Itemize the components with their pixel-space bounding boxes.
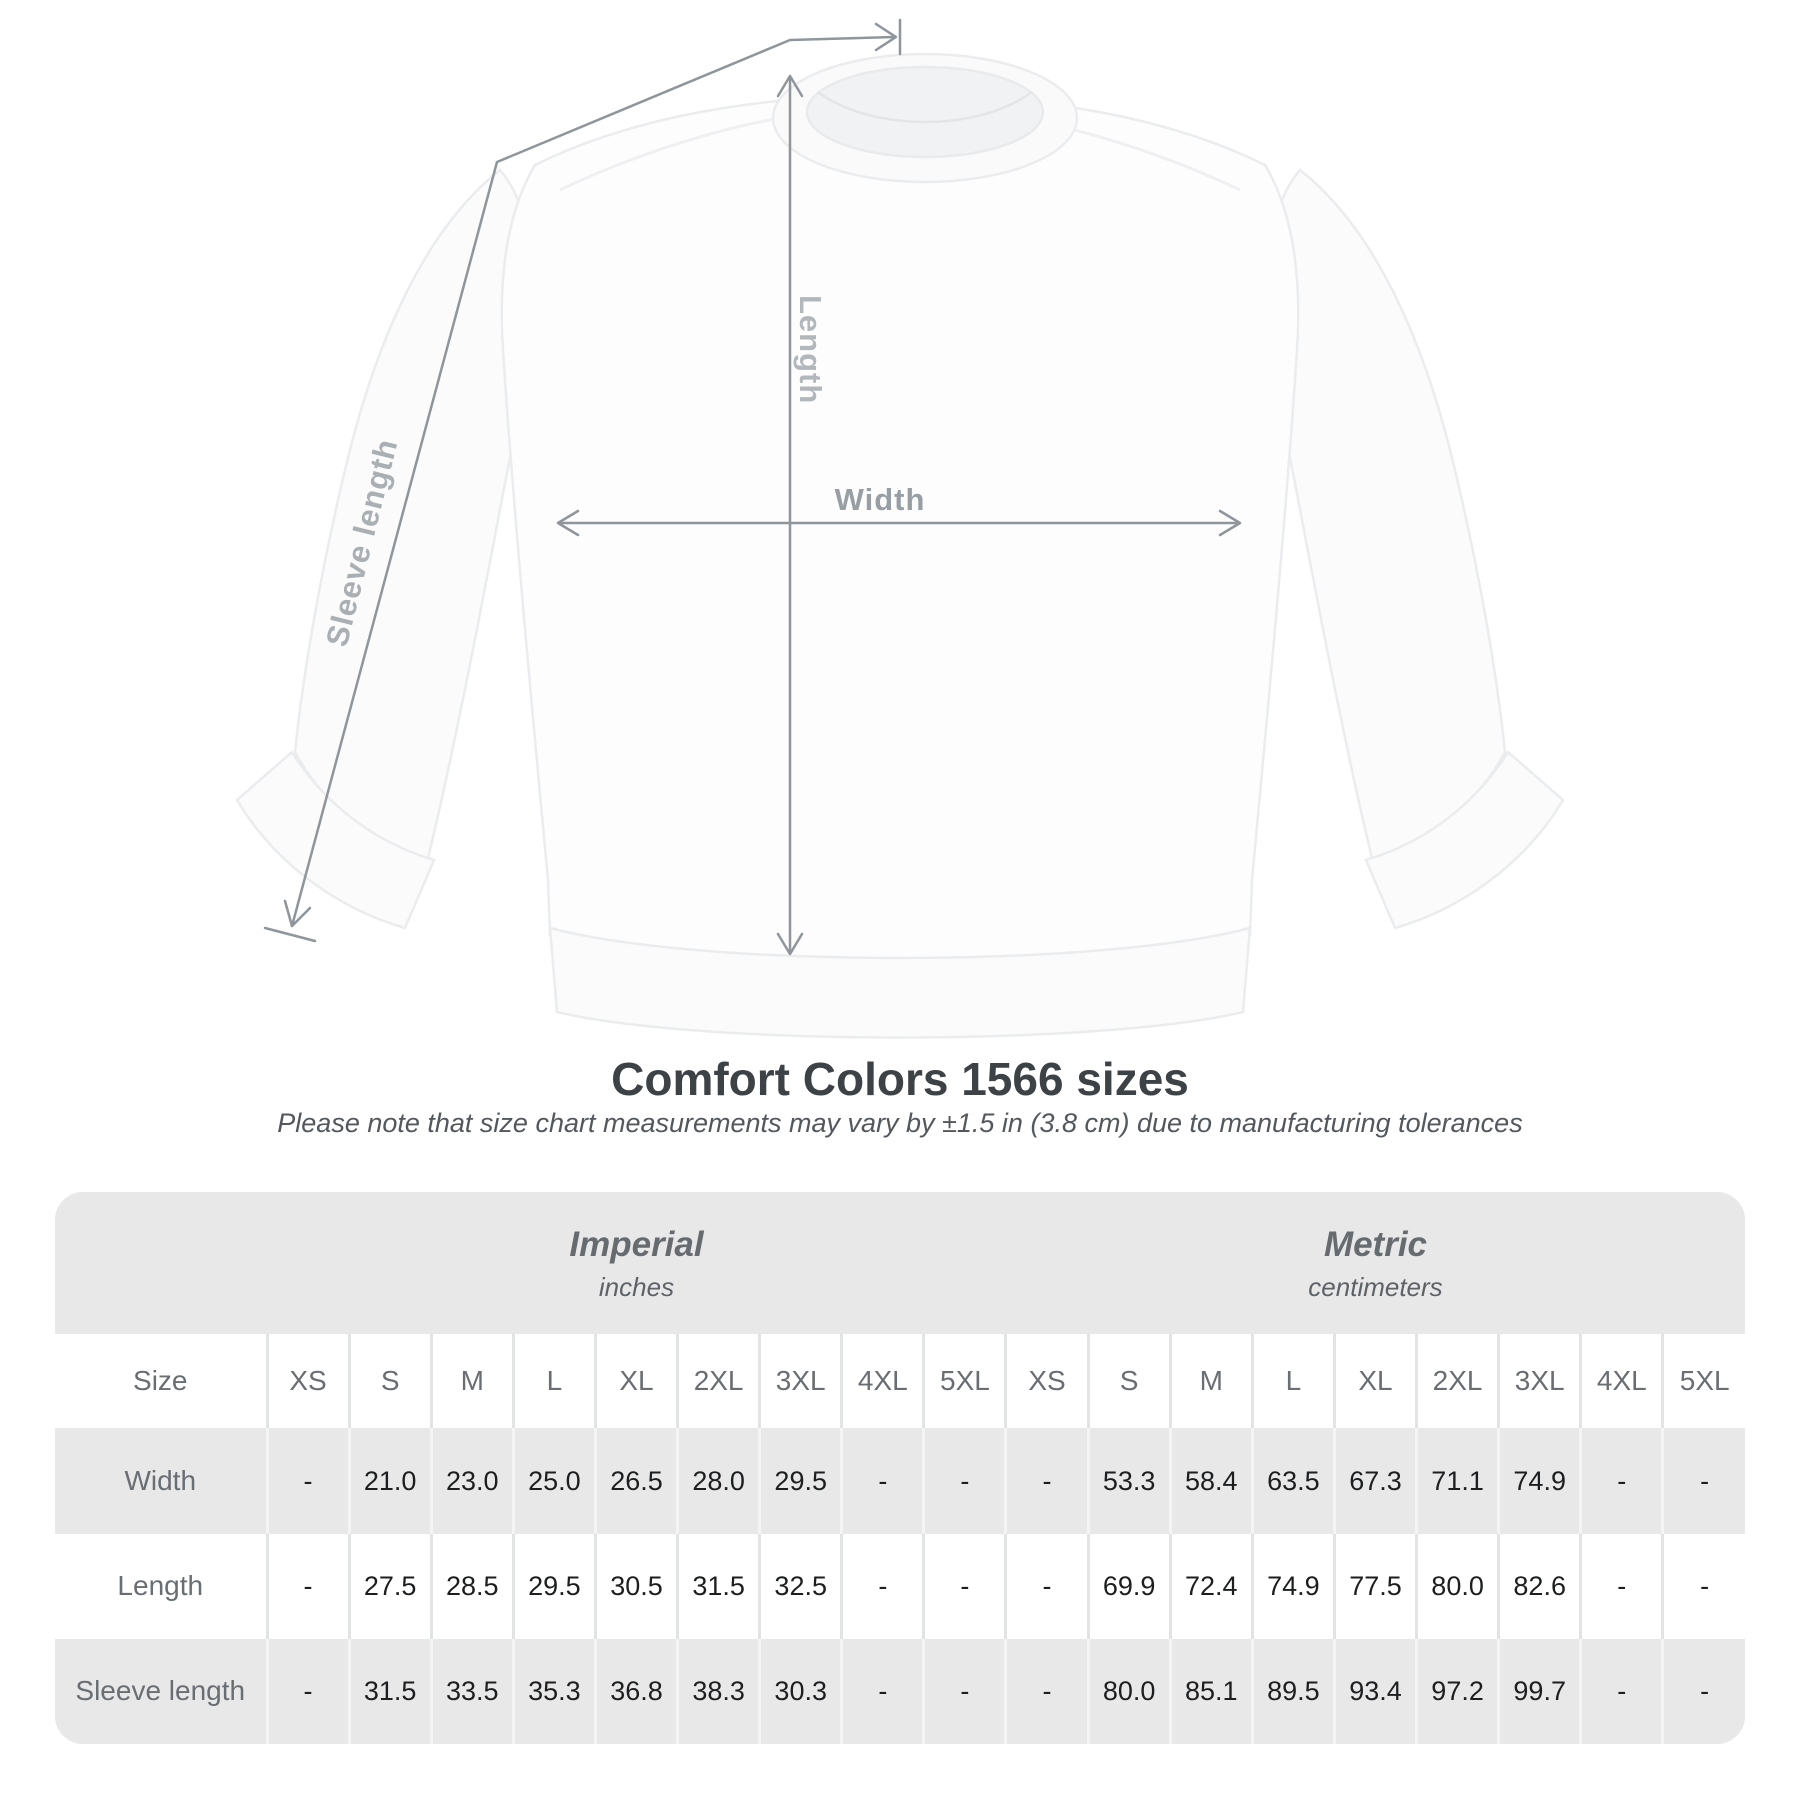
value-cell: 74.9	[1252, 1534, 1334, 1639]
right-sleeve	[1264, 170, 1505, 858]
row-label: Sleeve length	[75, 1675, 246, 1707]
value-cell: 67.3	[1334, 1428, 1416, 1533]
row-label: Width	[124, 1465, 197, 1496]
size-column-header: Size	[133, 1365, 188, 1397]
value-cell: 28.5	[431, 1534, 513, 1639]
size-cell: 4XL	[1581, 1334, 1663, 1428]
length-label: Length	[793, 295, 828, 405]
value-cell: -	[1663, 1534, 1745, 1639]
value-cell: -	[842, 1428, 924, 1533]
imperial-title: Imperial	[569, 1224, 704, 1264]
value-cell: 93.4	[1334, 1639, 1416, 1744]
value-cell: 97.2	[1417, 1639, 1499, 1744]
value-cell: 69.9	[1088, 1534, 1170, 1639]
imperial-header	[267, 1192, 1006, 1334]
value-cell: 26.5	[595, 1428, 677, 1533]
value-cell: 31.5	[349, 1639, 431, 1744]
collar-opening	[807, 67, 1043, 157]
value-cell: -	[267, 1639, 349, 1744]
measurement-row	[55, 1534, 1745, 1639]
metric-unit: centimeters	[1308, 1271, 1443, 1302]
size-chart-table	[55, 1192, 1745, 1744]
value-cell: 77.5	[1334, 1534, 1416, 1639]
size-cell: 2XL	[678, 1334, 760, 1428]
value-cell: 63.5	[1252, 1428, 1334, 1533]
value-cell: -	[267, 1428, 349, 1533]
value-cell: -	[1006, 1428, 1088, 1533]
value-cell: -	[924, 1428, 1006, 1533]
value-cell: 99.7	[1499, 1639, 1581, 1744]
value-cell: 38.3	[678, 1639, 760, 1744]
size-cell: M	[1170, 1334, 1252, 1428]
value-cell: 85.1	[1170, 1639, 1252, 1744]
value-cell: -	[1663, 1428, 1745, 1533]
size-header-row	[55, 1334, 1745, 1428]
value-cell: 23.0	[431, 1428, 513, 1533]
value-cell: 25.0	[513, 1428, 595, 1533]
size-cell: XL	[1334, 1334, 1416, 1428]
size-cell: 5XL	[1663, 1334, 1745, 1428]
metric-header	[1006, 1192, 1745, 1334]
size-cell: XS	[1006, 1334, 1088, 1428]
value-cell: -	[924, 1639, 1006, 1744]
value-cell: -	[1581, 1534, 1663, 1639]
value-cell: 29.5	[513, 1534, 595, 1639]
unit-group-row	[55, 1192, 1745, 1334]
value-cell: 30.3	[760, 1639, 842, 1744]
size-cell: 4XL	[842, 1334, 924, 1428]
value-cell: -	[1663, 1639, 1745, 1744]
size-cell: L	[1252, 1334, 1334, 1428]
metric-title: Metric	[1323, 1224, 1428, 1264]
value-cell: -	[924, 1534, 1006, 1639]
value-cell: -	[1006, 1534, 1088, 1639]
size-chart-card	[55, 1192, 1745, 1744]
value-cell: -	[267, 1534, 349, 1639]
size-cell: S	[349, 1334, 431, 1428]
size-cell: 3XL	[1499, 1334, 1581, 1428]
size-cell: XS	[267, 1334, 349, 1428]
value-cell: 58.4	[1170, 1428, 1252, 1533]
value-cell: 74.9	[1499, 1428, 1581, 1533]
width-label: Width	[834, 482, 926, 517]
size-cell: XL	[595, 1334, 677, 1428]
value-cell: -	[1581, 1428, 1663, 1533]
measurement-row	[55, 1428, 1745, 1533]
unit-row-spacer	[55, 1192, 267, 1334]
size-cell: 2XL	[1417, 1334, 1499, 1428]
page-title: Comfort Colors 1566 sizes	[611, 1053, 1189, 1105]
left-sleeve	[295, 170, 536, 858]
value-cell: 80.0	[1417, 1534, 1499, 1639]
value-cell: 31.5	[678, 1534, 760, 1639]
value-cell: 21.0	[349, 1428, 431, 1533]
value-cell: 33.5	[431, 1639, 513, 1744]
value-cell: 89.5	[1252, 1639, 1334, 1744]
sleeve-length-label: Sleeve length	[319, 434, 405, 650]
value-cell: 29.5	[760, 1428, 842, 1533]
value-cell: 32.5	[760, 1534, 842, 1639]
value-cell: -	[1581, 1639, 1663, 1744]
value-cell: -	[1006, 1639, 1088, 1744]
value-cell: -	[842, 1534, 924, 1639]
imperial-unit: inches	[598, 1271, 675, 1302]
value-cell: 82.6	[1499, 1534, 1581, 1639]
value-cell: 36.8	[595, 1639, 677, 1744]
size-cell: L	[513, 1334, 595, 1428]
value-cell: 27.5	[349, 1534, 431, 1639]
row-label: Length	[117, 1570, 204, 1602]
value-cell: 71.1	[1417, 1428, 1499, 1533]
value-cell: 53.3	[1088, 1428, 1170, 1533]
tolerance-note: Please note that size chart measurements may vary by ±1.5 in (3.8 cm) due to manufacturing tolerances	[277, 1108, 1523, 1138]
sweatshirt-illustration	[237, 54, 1563, 1038]
size-cell: 3XL	[760, 1334, 842, 1428]
value-cell: 80.0	[1088, 1639, 1170, 1744]
value-cell: 72.4	[1170, 1534, 1252, 1639]
value-cell: 28.0	[678, 1428, 760, 1533]
value-cell: -	[842, 1639, 924, 1744]
size-cell: M	[431, 1334, 513, 1428]
body-panel	[502, 95, 1298, 963]
value-cell: 30.5	[595, 1534, 677, 1639]
value-cell: 35.3	[513, 1639, 595, 1744]
size-cell: S	[1088, 1334, 1170, 1428]
size-cell: 5XL	[924, 1334, 1006, 1428]
measurement-row	[55, 1639, 1745, 1744]
